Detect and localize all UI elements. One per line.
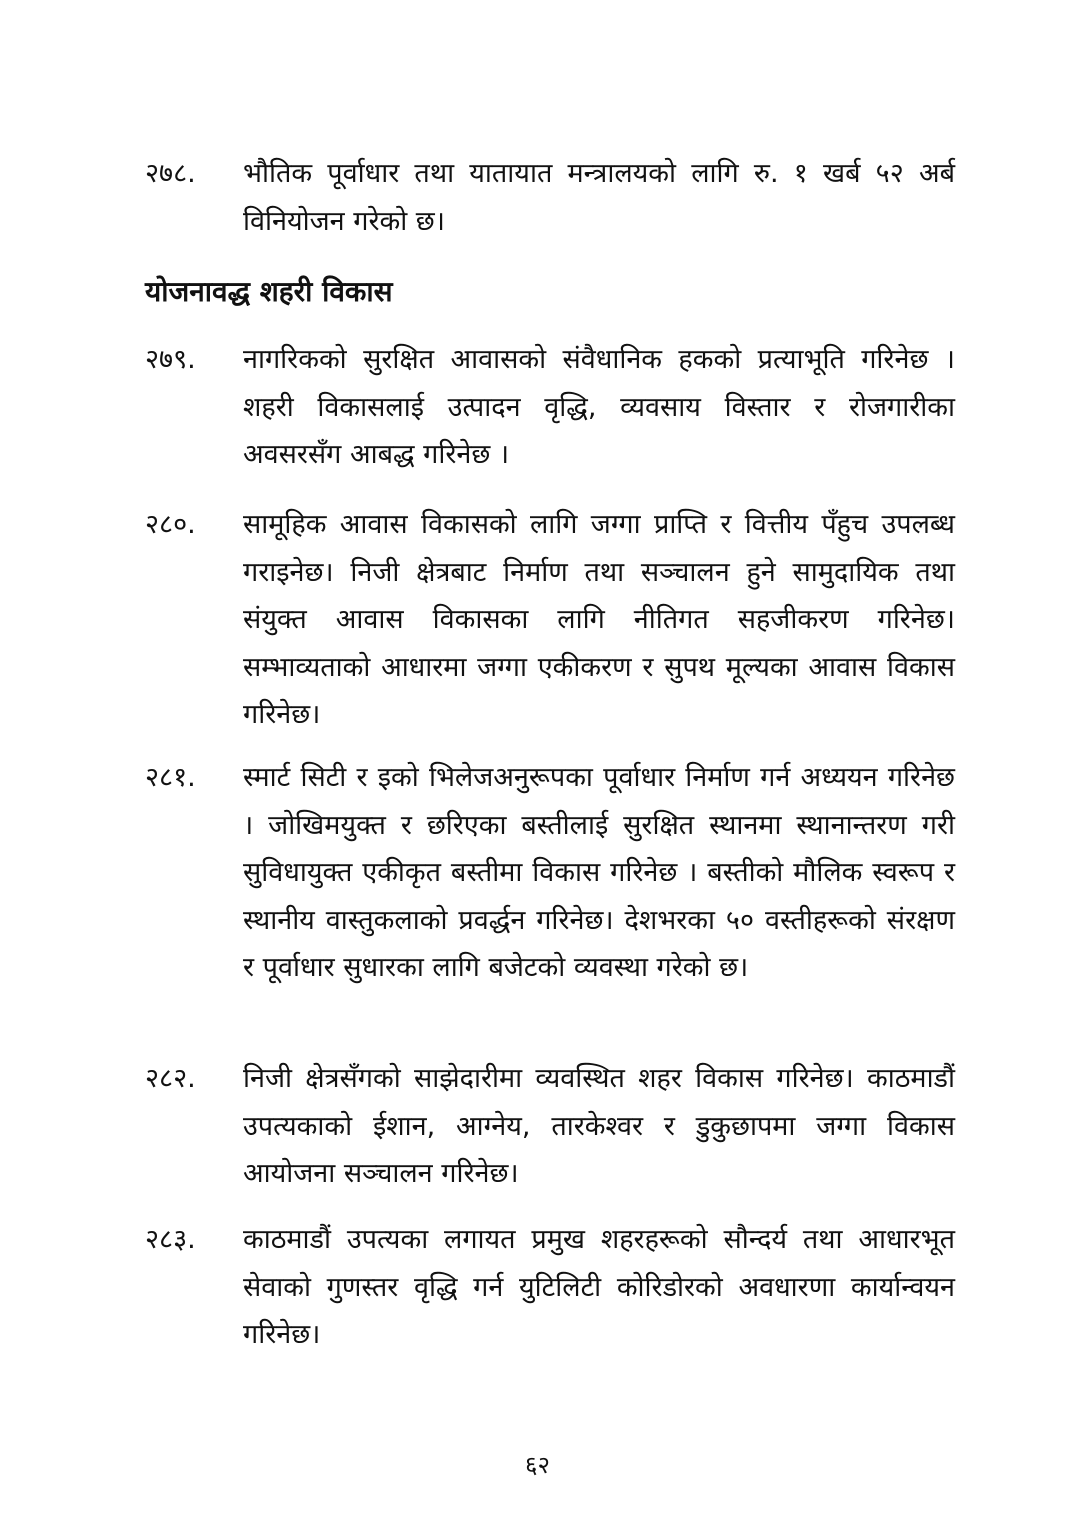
paragraph-text: भौतिक पूर्वाधार तथा यातायात मन्त्रालयको लागि रु. १ खर्ब ५२ अर्ब विनियोजन गरेको छ। <box>243 158 955 237</box>
paragraph-281 <box>145 754 955 992</box>
paragraph-number: २८३. <box>145 1224 196 1255</box>
paragraph-text: निजी क्षेत्रसँगको साझेदारीमा व्यवस्थित शहर विकास गरिनेछ। काठमाडौं उपत्यकाको ईशान, आग्नेय, तारकेश्वर र डुकुछापमा जग्गा विकास आयोजना सञ्चालन गरिनेछ। <box>243 1063 955 1189</box>
paragraph-number: २८०. <box>145 509 196 540</box>
paragraph-283 <box>145 1216 955 1359</box>
paragraph-279 <box>145 336 955 479</box>
section-heading: योजनावद्ध शहरी विकास <box>145 275 393 308</box>
page-number: ६२ <box>525 1451 550 1479</box>
paragraph-number: २७८. <box>145 158 196 189</box>
paragraph-text: सामूहिक आवास विकासको लागि जग्गा प्राप्ति र वित्तीय पँहुच उपलब्ध गराइनेछ। निजी क्षेत्रबाट निर्माण तथा सञ्चालन हुने सामुदायिक तथा संयुक्त आवास विकासका लागि नीतिगत सहजीकरण गरिनेछ। सम्भाव्यताको आधारमा जग्गा एकीकरण र सुपथ मूल्यका आवास विकास गरिनेछ। <box>243 509 955 730</box>
paragraph-280 <box>145 501 955 739</box>
paragraph-text: नागरिकको सुरक्षित आवासको संवैधानिक हकको प्रत्याभूति गरिनेछ । शहरी विकासलाई उत्पादन वृद्धि, व्यवसाय विस्तार र रोजगारीका अवसरसँग आबद्ध गरिनेछ । <box>243 344 955 470</box>
paragraph-number: २७९. <box>145 344 196 375</box>
paragraph-number: २८२. <box>145 1063 196 1094</box>
paragraph-278 <box>145 150 955 245</box>
paragraph-282 <box>145 1055 955 1198</box>
paragraph-text: काठमाडौं उपत्यका लगायत प्रमुख शहरहरूको सौन्दर्य तथा आधारभूत सेवाको गुणस्तर वृद्धि गर्न युटिलिटी कोरिडोरको अवधारणा कार्यान्वयन गरिनेछ। <box>243 1224 955 1350</box>
paragraph-text: स्मार्ट सिटी र इको भिलेजअनुरूपका पूर्वाधार निर्माण गर्न अध्ययन गरिनेछ । जोखिमयुक्त र छरिएका बस्तीलाई सुरक्षित स्थानमा स्थानान्तरण गरी सुविधायुक्त एकीकृत बस्तीमा विकास गरिनेछ । बस्तीको मौलिक स्वरूप र स्थानीय वास्तुकलाको प्रवर्द्धन गरिनेछ। देशभरका ५० वस्तीहरूको संरक्षण र पूर्वाधार सुधारका लागि बजेटको व्यवस्था गरेको छ। <box>243 762 955 983</box>
paragraph-number: २८१. <box>145 762 196 793</box>
